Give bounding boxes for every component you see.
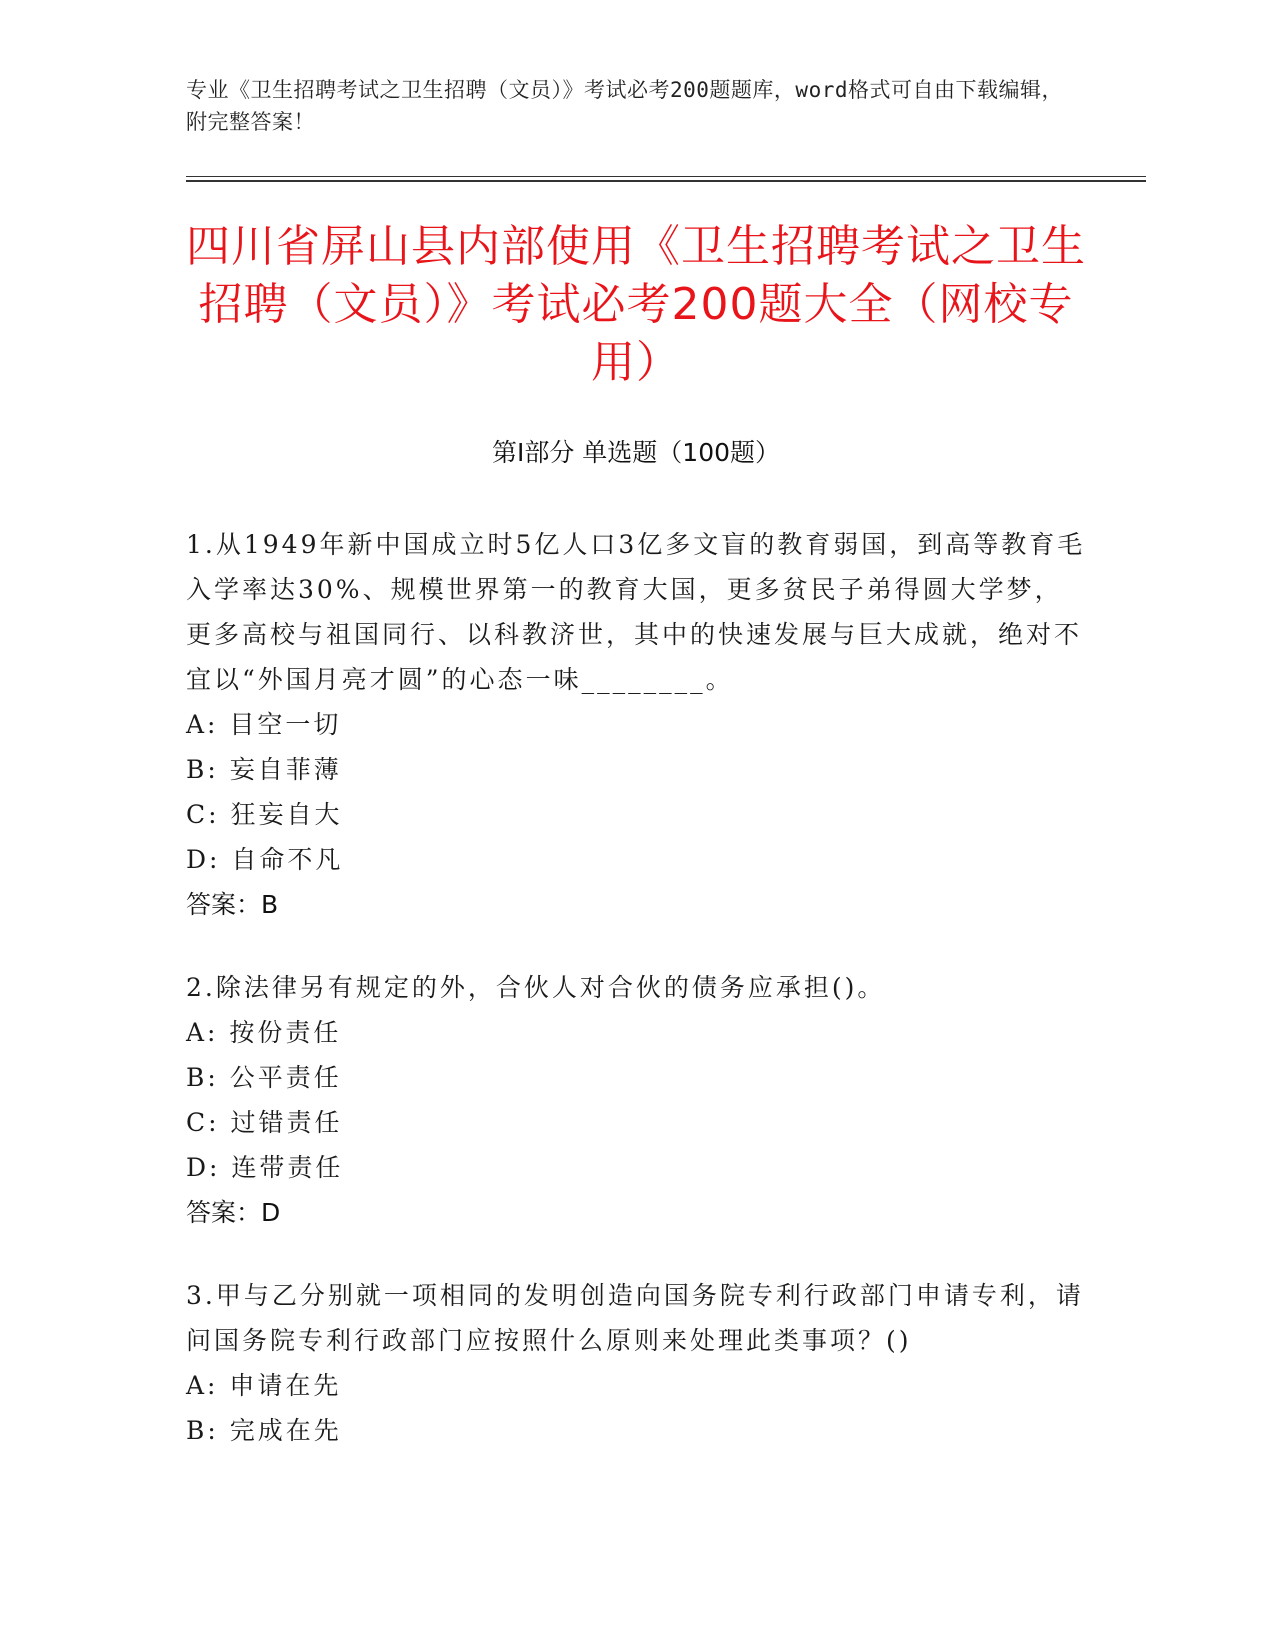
option-a: A: 申请在先 (186, 1371, 342, 1400)
header-divider-thick (186, 180, 1146, 182)
option-b: B: 完成在先 (186, 1416, 342, 1445)
question-stem: 2.除法律另有规定的外，合伙人对合伙的债务应承担()。 (186, 973, 886, 1002)
answer-line: 答案：D (186, 1198, 281, 1227)
question-stem: 3.甲与乙分别就一项相同的发明创造向国务院专利行政部门申请专利，请问国务院专利行政部门应按照什么原则来处理此类事项？() (186, 1281, 1084, 1355)
question-1 (186, 522, 1086, 927)
question-stem: 1.从1949年新中国成立时5亿人口3亿多文盲的教育弱国，到高等教育毛入学率达30%、规模世界第一的教育大国，更多贫民子弟得圆大学梦，更多高校与祖国同行、以科教济世，其中的快速发展与巨大成就，绝对不宜以“外国月亮才圆”的心态一味________。 (186, 530, 1086, 694)
option-b: B: 妄自菲薄 (186, 755, 342, 784)
option-d: D: 自命不凡 (186, 845, 344, 874)
question-3 (186, 1273, 1086, 1453)
document-title: 四川省屏山县内部使用《卫生招聘考试之卫生招聘（文员）》考试必考200题大全（网校专用） (186, 221, 1086, 388)
option-c: C: 狂妄自大 (186, 800, 343, 829)
header-note: 专业《卫生招聘考试之卫生招聘（文员）》考试必考200题题库，word格式可自由下载编辑，附完整答案！ (186, 78, 1063, 134)
option-b: B: 公平责任 (186, 1063, 342, 1092)
answer-line: 答案：B (186, 890, 279, 919)
question-list (186, 522, 1086, 1491)
section-heading: 第Ⅰ部分 单选题（100题） (491, 438, 781, 467)
question-2 (186, 965, 1086, 1235)
option-c: C: 过错责任 (186, 1108, 343, 1137)
option-d: D: 连带责任 (186, 1153, 344, 1182)
option-a: A: 目空一切 (186, 710, 342, 739)
header-divider-thin (186, 176, 1146, 177)
option-a: A: 按份责任 (186, 1018, 342, 1047)
